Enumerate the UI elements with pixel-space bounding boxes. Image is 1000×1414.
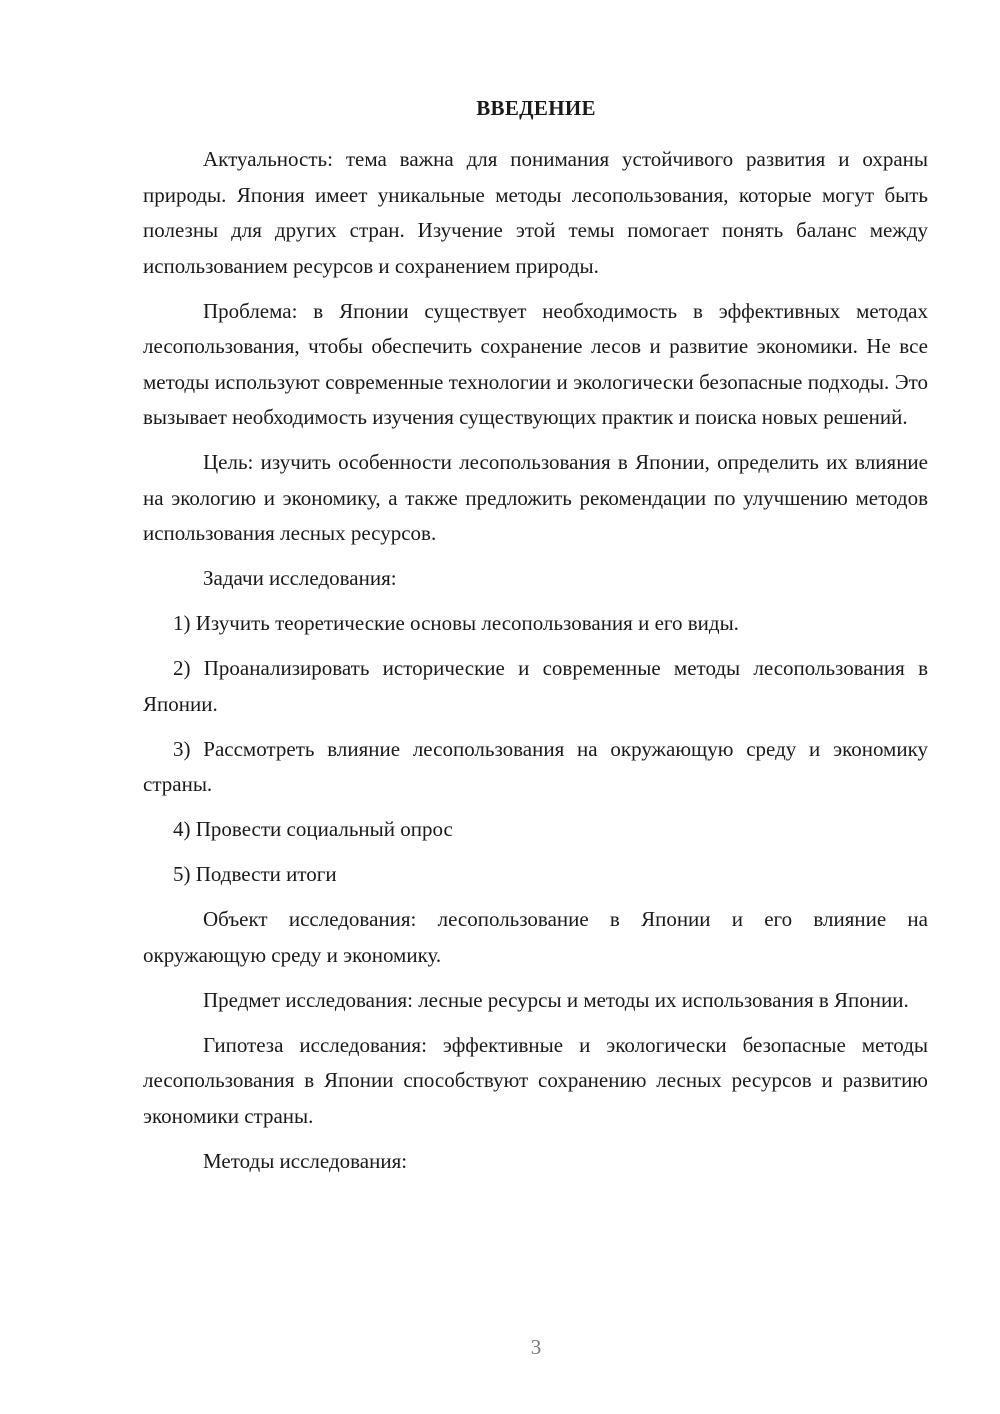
paragraph-methods-heading: Методы исследования: [203, 1148, 408, 1173]
page-number: 3 [530, 1335, 542, 1359]
task-item: 4) Провести социальный опрос [173, 817, 453, 841]
task-item: 3) Рассмотреть влияние лесопользования на окружающую среду и экономику страны. [143, 736, 928, 796]
paragraph-goal: Цель: изучить особенности лесопользования в Японии, определить их влияние на экологию и экономику, а также предложить рекомендации по улучшению методов использования лесных ресурсов. [143, 450, 928, 545]
paragraph-object: Объект исследования: лесопользование в Японии и его влияние на окружающую среду и экономику. [143, 907, 928, 967]
paragraph-problem: Проблема: в Японии существует необходимость в эффективных методах лесопользования, чтобы обеспечить сохранение лесов и развитие экономики. Не все методы используют современные технологии и экологически безопасные подходы. Это вызывает необходимость изучения существующих практик и поиска новых решений. [143, 298, 928, 429]
task-item: 5) Подвести итоги [173, 862, 337, 886]
paragraph-relevance: Актуальность: тема важна для понимания устойчивого развития и охраны природы. Япония имеет уникальные методы лесопользования, которые могут быть полезны для других стран. Изучение этой темы помогает понять баланс между использованием ресурсов и сохранением природы. [143, 147, 928, 278]
paragraph-tasks-heading: Задачи исследования: [203, 566, 397, 590]
paragraph-hypothesis: Гипотеза исследования: эффективные и экологически безопасные методы лесопользования в Японии способствуют сохранению лесных ресурсов и развитию экономики страны. [143, 1032, 928, 1128]
task-item: 1) Изучить теоретические основы лесопользования и его виды. [173, 611, 739, 635]
paragraph-subject: Предмет исследования: лесные ресурсы и методы их использования в Японии. [203, 987, 909, 1012]
task-item: 2) Проанализировать исторические и современные методы лесопользования в Японии. [143, 656, 928, 716]
document-body [143, 142, 928, 1189]
page-title: ВВЕДЕНИЕ [476, 96, 596, 120]
